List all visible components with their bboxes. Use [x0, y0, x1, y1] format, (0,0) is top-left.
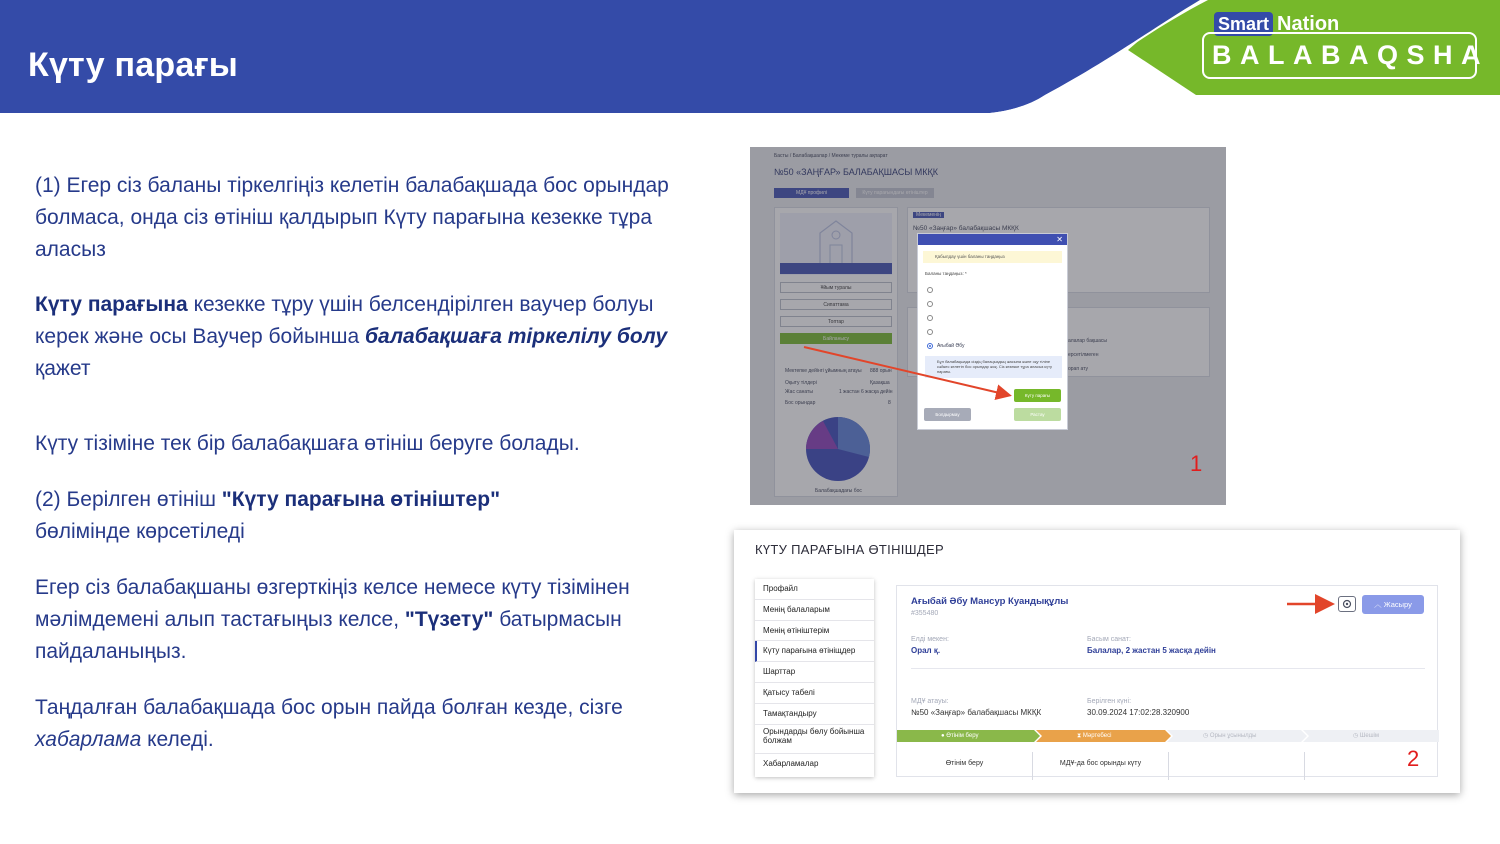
s1-heading: №50 «ЗАҢҒАР» БАЛАБАҚШАСЫ МКҚК: [774, 167, 939, 177]
breadcrumb: Басты / Балабақшалар / Мекеме туралы ақпарат: [774, 153, 888, 159]
groups-button[interactable]: Топтар: [780, 316, 892, 327]
paragraph-2-text: кезекке тұру үшін белсендірілген ваучер болуы керек және осы Ваучер бойынша: [35, 293, 654, 348]
date-value: 30.09.2024 17:02:28.320900: [1087, 708, 1190, 717]
paragraph-4-end: бөлімінде көрсетіледі: [35, 520, 245, 543]
about-button[interactable]: Ұйым туралы: [780, 282, 892, 293]
menu-item-applications[interactable]: Менің өтініштерім: [755, 621, 874, 642]
org-value: №50 «Заңғар» балабақшасы МКҚК: [911, 708, 1042, 717]
logo-product: BALABAQSHA: [1202, 32, 1477, 79]
stat-label-1: Мектепке дейінгі ұйымның атауы: [785, 368, 862, 374]
menu-item-children[interactable]: Менің балаларым: [755, 600, 874, 621]
paragraph-6: [35, 692, 660, 756]
logo-smart: Smart: [1214, 12, 1273, 36]
screenshot-1: [750, 147, 1226, 505]
child-full-name: Ағыбай Әбу Мансур Куандықұлы: [911, 596, 1069, 607]
paragraph-5-end: батырмасын пайдаланыңыз.: [35, 608, 622, 663]
cancel-button[interactable]: Болдырмау: [924, 408, 971, 421]
modal-warning: Қабылдау үшін баланы таңдаңыз: [923, 251, 1062, 263]
confirm-button[interactable]: Растау: [1014, 408, 1061, 421]
paragraph-6-text: Таңдалған балабақшада бос орын пайда болған кезде, сізге: [35, 696, 623, 719]
locality-label: Елді мекен:: [911, 636, 949, 643]
bg-row-3: орап ату: [1068, 366, 1088, 372]
clock-icon: ◷: [1203, 733, 1210, 739]
menu-item-waitlist[interactable]: Күту парағына өтініщдер: [755, 641, 874, 662]
org-label: МДҰ атауы:: [911, 698, 949, 705]
hourglass-icon: ⧗: [1077, 733, 1083, 739]
priority-value: Балалар, 2 жастан 5 жасқа дейін: [1087, 646, 1216, 655]
paragraph-5: [35, 572, 660, 668]
close-icon[interactable]: ✕: [1056, 235, 1063, 244]
logo-nation: Nation: [1277, 13, 1340, 35]
paragraph-2-bold: Күту парағына: [35, 293, 188, 316]
tab-waitlist[interactable]: Күту парағындағы өтініштер: [856, 188, 934, 198]
screenshot-2: [734, 530, 1460, 793]
step-status-label: Мәртебесі: [1082, 733, 1112, 739]
paragraph-5-bold: "Түзету": [404, 608, 494, 631]
paragraph-3: [35, 428, 675, 460]
pie-caption: Балабақшадағы бос: [815, 488, 862, 494]
stat-label-2: Оқыту тілдері: [785, 380, 817, 386]
clock-icon: ◷: [1353, 733, 1360, 739]
stat-value-3: 1 жастан 6 жасқа дейін: [839, 389, 893, 395]
stat-label-4: Бос орындар: [785, 400, 816, 406]
paragraph-2-end: қажет: [35, 357, 91, 380]
waitlist-button[interactable]: Күту парағы: [1014, 389, 1061, 402]
paragraph-2: [35, 289, 675, 385]
arrow-annotation-1: [750, 147, 1226, 505]
paragraph-5-text: Егер сіз балабақшаны өзгерткіңіз келсе немесе күту тізімінен мәлімдемені алып тастағыңыз келсе,: [35, 576, 630, 631]
menu-item-attendance[interactable]: Қатысу табелі: [755, 683, 874, 704]
paragraph-4-text: (2) Берілген өтініш: [35, 488, 222, 511]
step-offered-label: Орын ұсынылды: [1209, 733, 1257, 739]
description-button[interactable]: Сипаттама: [780, 299, 892, 310]
bg-row-2: ерсетілмеген: [1068, 352, 1099, 358]
contact-button[interactable]: Байланысу: [780, 333, 892, 344]
child-name: Ағыбай Әбу: [937, 343, 965, 349]
tab-profile[interactable]: МДҰ профилі: [774, 188, 849, 198]
locality-value: Орал қ.: [911, 646, 941, 655]
bottom-tab-waiting[interactable]: МДҰ-да бос орынды күту: [1033, 752, 1169, 780]
stat-value-1: 888 орын: [870, 368, 892, 374]
modal-info: Бұл балабақшада сіздің балаңыздың жасына және оқу тіліне сәйкес келетін бос орындар жоқ. Сіз кезекке тұра аласыз күту парағы.: [925, 356, 1062, 378]
priority-label: Басым санат:: [1087, 636, 1131, 643]
bottom-tab-apply[interactable]: Өтінім беру: [897, 752, 1033, 780]
paragraph-3-text: Күту тізіміне тек бір балабақшаға өтініш беруге болады.: [35, 432, 580, 455]
paragraph-4: [35, 484, 575, 548]
hide-button-label: Жасыру: [1383, 600, 1412, 609]
menu-item-profile[interactable]: Профайл: [755, 579, 874, 600]
page-title: Күту парағы: [28, 46, 239, 84]
paragraph-1: [35, 170, 675, 266]
arrow-annotation-2: [734, 530, 1460, 793]
step-apply-label: Өтінім беру: [946, 733, 979, 739]
menu-item-meals[interactable]: Тамақтандыру: [755, 704, 874, 725]
stat-label-3: Жас санаты: [785, 389, 813, 395]
org-badge: Мекеменің: [913, 212, 944, 218]
step-decision-label: Шешім: [1359, 733, 1380, 739]
paragraph-6-end: келеді.: [141, 728, 214, 751]
child-id: #355480: [911, 610, 939, 617]
modal-label: Баланы таңдаңыз: *: [925, 271, 967, 276]
menu-item-forecast[interactable]: Орындарды бөлу бойынша болжам: [755, 725, 874, 754]
org-name: №50 «Заңғар» балабақшасы МКҚК: [913, 225, 1019, 232]
number-label-1: 1: [1190, 451, 1203, 476]
menu-item-contracts[interactable]: Шарттар: [755, 662, 874, 683]
stat-value-2: Қазақша: [870, 380, 890, 386]
number-label-2: 2: [1407, 746, 1420, 771]
bg-row-1: алалар бақшасы: [1068, 338, 1107, 344]
paragraph-1-text: (1) Егер сіз баланы тіркелгіңіз келетін балабақшада бос орындар болмаса, онда сіз өтініш қалдырып Күту парағына кезекке тұра аласыз: [35, 174, 669, 261]
paragraph-4-bold: "Күту парағына өтініштер": [221, 488, 501, 511]
s2-title: КҮТУ ПАРАҒЫНА ӨТІНІШДЕР: [755, 542, 944, 557]
check-icon: ●: [941, 733, 947, 739]
chevron-up-icon: ︿: [1374, 600, 1384, 609]
stat-value-4: 8: [888, 400, 891, 406]
paragraph-2-bold-italic: балабақшаға тіркелілу болу: [365, 325, 668, 348]
date-label: Берілген күні:: [1087, 698, 1132, 705]
paragraph-6-italic: хабарлама: [35, 728, 142, 751]
menu-item-notifications[interactable]: Хабарламалар: [763, 758, 819, 768]
